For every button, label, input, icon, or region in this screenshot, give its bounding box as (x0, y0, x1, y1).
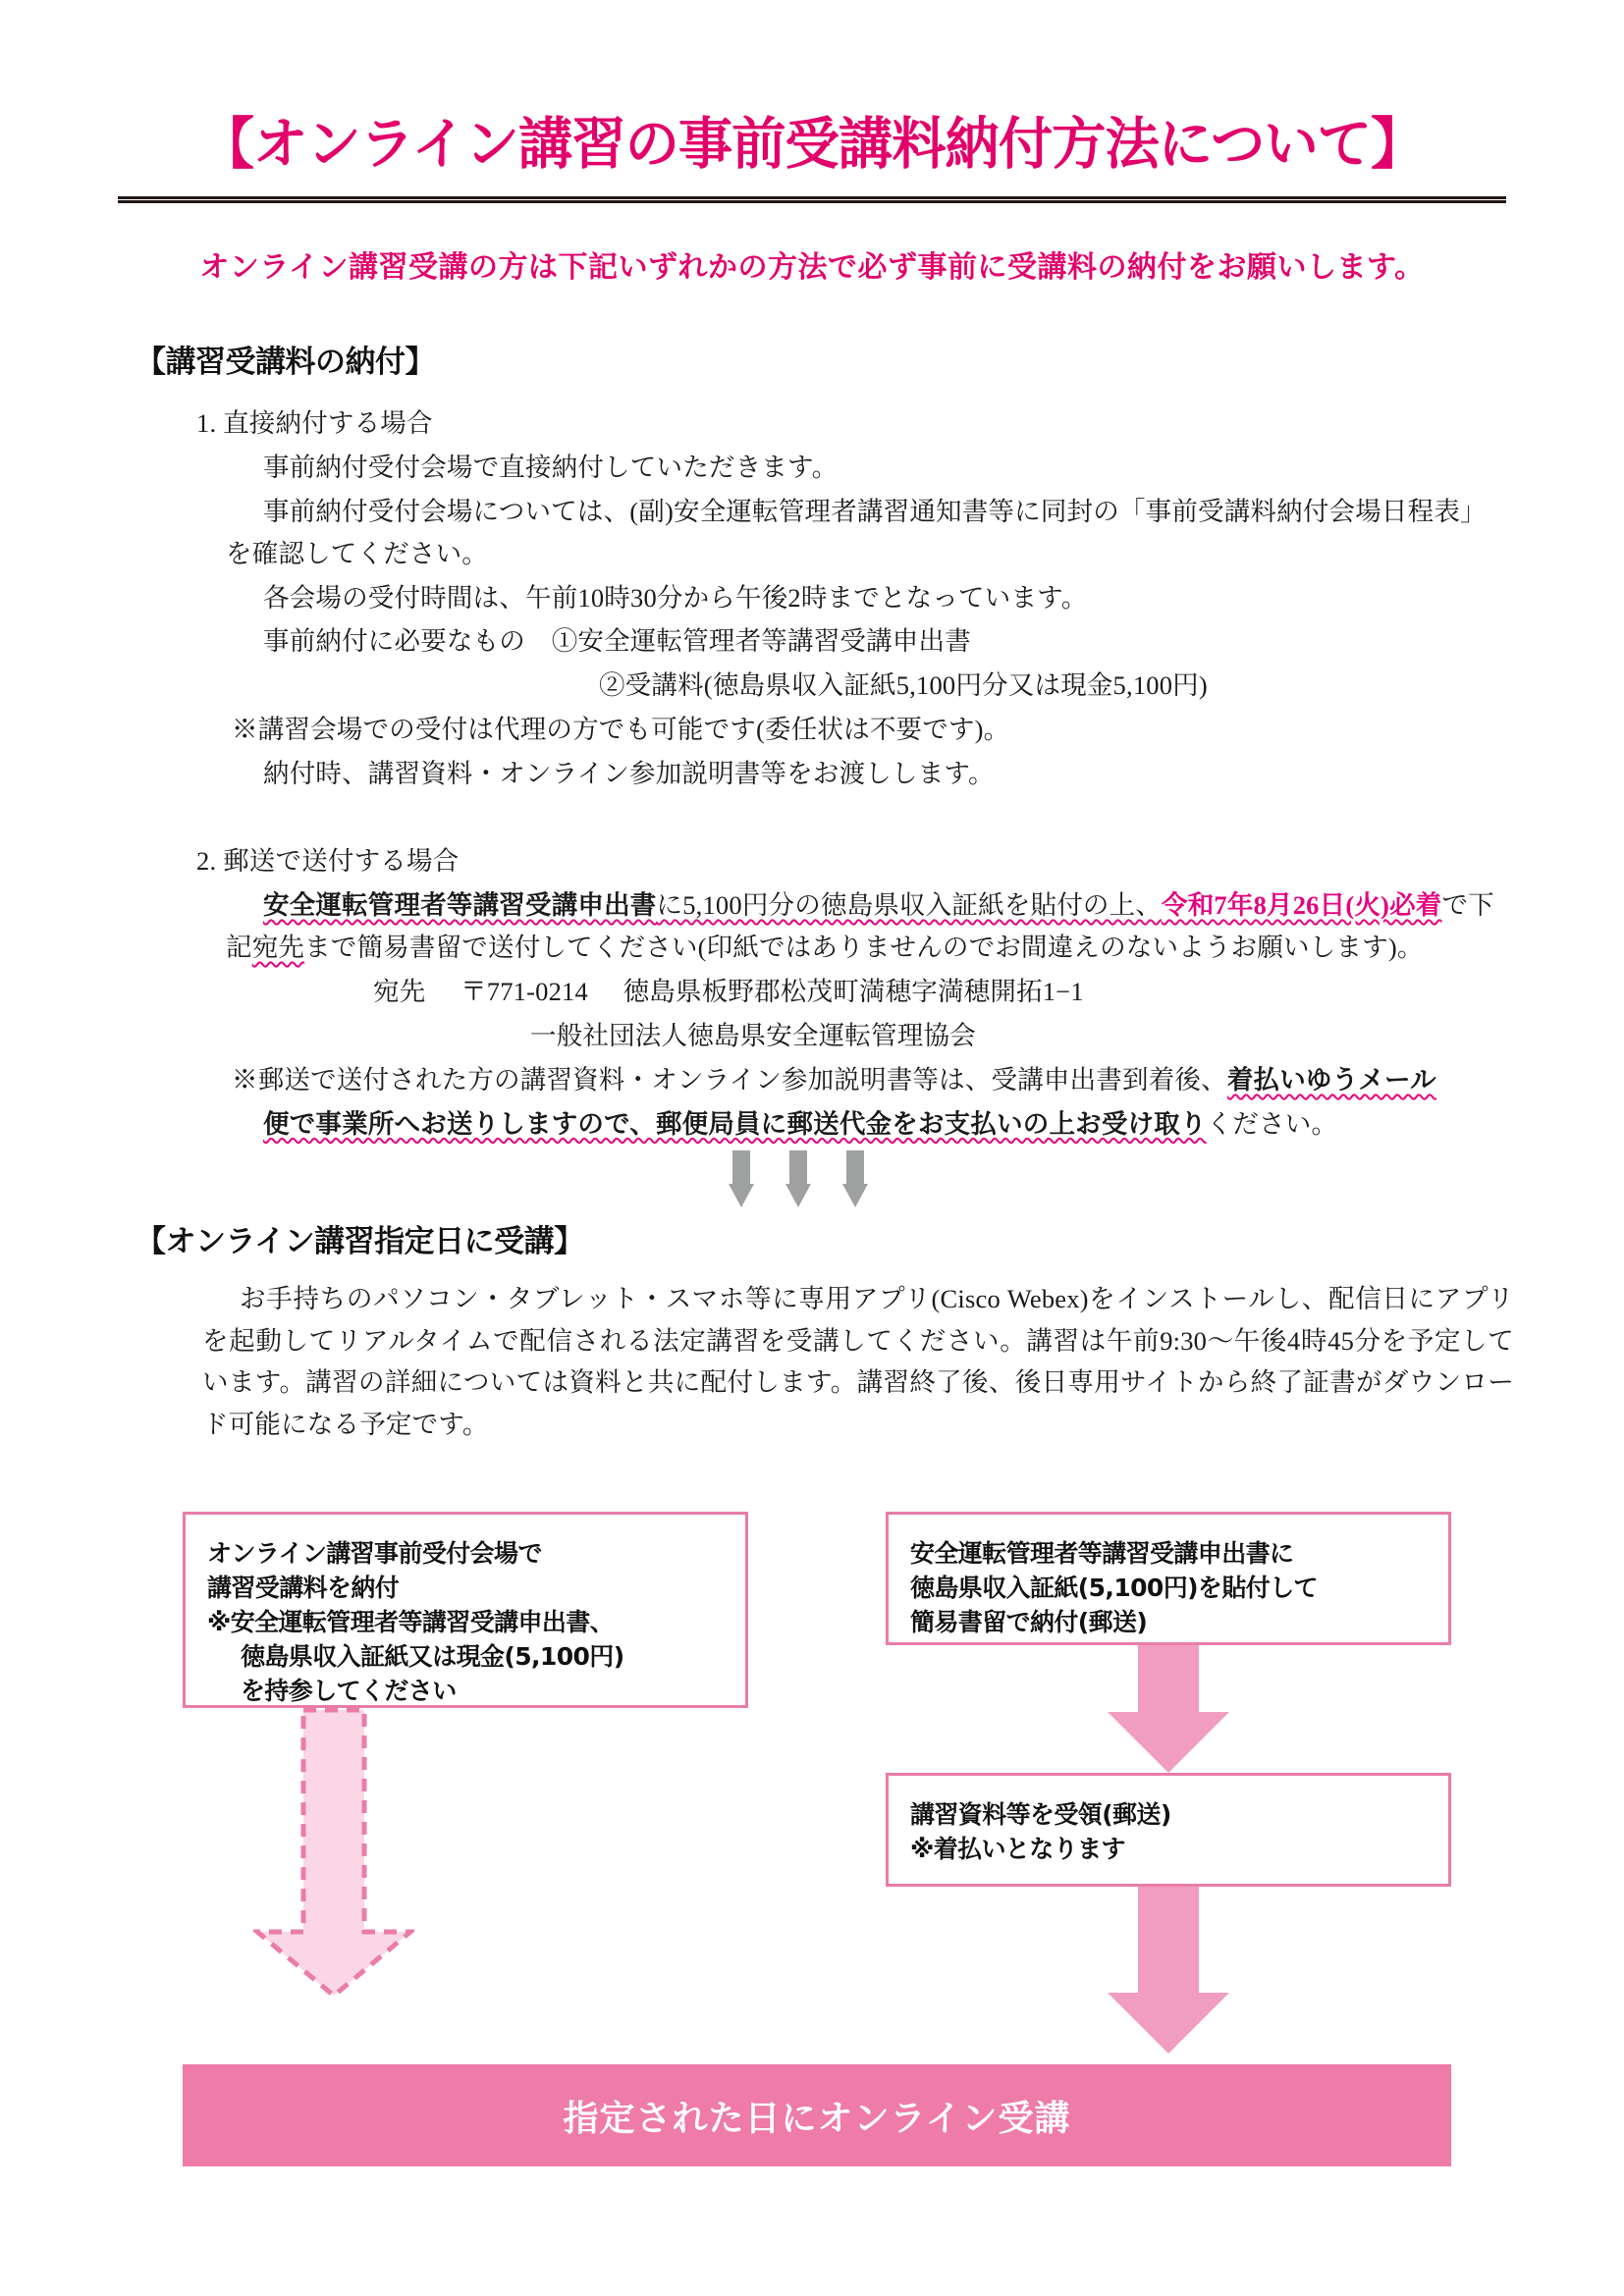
mail-text-c: まで簡易書留で送付してください(印紙ではありませんのでお間違えのないようお願いします)。 (304, 932, 1424, 962)
arrow-head (1108, 1993, 1229, 2054)
address-row (373, 971, 1624, 1013)
flow-box-mail (886, 1512, 1451, 1645)
arrow-head (842, 1184, 868, 1207)
arrow-shaft (789, 1150, 807, 1184)
gray-down-arrow-icon (785, 1150, 811, 1207)
flow-box-onsite (183, 1512, 748, 1708)
flow-box-onsite-line4: 徳島県収入証紙又は現金(5,100円) (241, 1642, 624, 1671)
flow-box-onsite-line1: オンライン講習事前受付会場で (207, 1539, 542, 1568)
flow-box-onsite-line5: を持参してください (241, 1677, 457, 1705)
list-item-2-number: 2. (196, 846, 217, 877)
fee-line-4: 事前納付に必要なもの ①安全運転管理者等講習受講申出書 (263, 626, 971, 657)
dashed-down-arrow-icon (253, 1708, 414, 1999)
flow-box-receive (886, 1773, 1451, 1887)
gray-down-arrow-icon (729, 1150, 754, 1207)
list-item-2-label: 郵送で送付する場合 (223, 846, 460, 877)
mail-note (232, 1059, 1516, 1101)
arrow-shaft (1138, 1645, 1199, 1712)
flow-banner-final: 指定された日にオンライン受講 (183, 2064, 1451, 2166)
arrow-shaft (1138, 1887, 1199, 1993)
fee-line-7: 納付時、講習資料・オンライン参加説明書等をお渡しします。 (263, 759, 995, 789)
fee-line-2: 事前納付受付会場については、(副)安全運転管理者講習通知書等に同封の「事前受講料納付会場日程表」を確認してください。 (226, 496, 1487, 568)
mail-text-a: に5,100円分の徳島県収入証紙を貼付の上、 (656, 890, 1163, 921)
list-item-1-label: 直接納付する場合 (223, 407, 433, 438)
list-item-1-title (196, 402, 1624, 445)
fee-line-5: ②受講料(徳島県収入証紙5,100円分又は現金5,100円) (599, 670, 1208, 701)
list-item-2-title (196, 840, 1624, 882)
mail-text-dest: 宛先 (251, 932, 305, 962)
flow-box-mail-line1: 安全運転管理者等講習受講申出書に (910, 1539, 1294, 1568)
fee-line-6: ※講習会場での受付は代理の方でも可能です(委任状は不要です)。 (232, 715, 1010, 745)
address-organization: 一般社団法人徳島県安全運転管理協会 (530, 1020, 976, 1050)
online-paragraph: お手持ちのパソコン・タブレット・スマホ等に専用アプリ(Cisco Webex)をインストールし、配信日にアプリを起動してリアルタイムで配信される法定講習を受講してください。講習は午前9:30〜午後4時45分を予定しています。講習の詳細については資料と共に配付します。講習終了後、後日専用サイトから終了証書がダウンロード可能になる予定です。 (202, 1283, 1514, 1440)
mail-note-a: ※郵送で送付された方の講習資料・オンライン参加説明書等は、受講申出書到着後、 (232, 1064, 1227, 1095)
flow-box-mail-line2: 徳島県収入証紙(5,100円)を貼付して (910, 1574, 1318, 1602)
pink-down-arrow-icon (1108, 1887, 1229, 2054)
mail-form-name: 安全運転管理者等講習受講申出書 (263, 890, 657, 921)
arrow-head (729, 1184, 754, 1207)
address-postal-code: 〒771-0214 (460, 976, 588, 1006)
mail-paragraph (226, 884, 1516, 969)
gray-down-arrow-icon (842, 1150, 868, 1207)
pink-down-arrow-icon (1108, 1645, 1229, 1773)
flow-box-mail-line3: 簡易書留で納付(郵送) (910, 1608, 1148, 1636)
flow-box-onsite-line3: ※安全運転管理者等講習受講申出書、 (207, 1608, 615, 1636)
mail-note-highlight: 着払いゆうメール (1226, 1064, 1436, 1095)
arrow-shaft (846, 1150, 864, 1184)
flow-box-onsite-line2: 講習受講料を納付 (207, 1574, 400, 1602)
arrow-head (785, 1184, 811, 1207)
title-divider (118, 196, 1506, 203)
gray-arrow-group (729, 1150, 868, 1207)
title-block (0, 0, 1624, 203)
arrow-shape (257, 1710, 410, 1996)
arrow-shaft (732, 1150, 750, 1184)
subtitle: オンライン講習受講の方は下記いずれかの方法で必ず事前に受講料の納付をお願いします。 (199, 250, 1425, 284)
fee-line-3: 各会場の受付時間は、午前10時30分から午後2時までとなっています。 (263, 582, 1088, 613)
mail-note-cont (263, 1103, 1516, 1146)
mail-note-c: 便で事業所へお送りしますので、郵便局員に郵送代金をお支払いの上お受け取り (263, 1108, 1207, 1139)
arrow-head (1108, 1712, 1229, 1773)
fee-line-1: 事前納付受付会場で直接納付していただきます。 (263, 452, 839, 482)
page-title: 【オンライン講習の事前受講料納付方法について】 (199, 112, 1425, 177)
mail-note-d: ください。 (1206, 1108, 1338, 1139)
mail-deadline: 令和7年8月26日(火)必着 (1162, 890, 1442, 921)
flow-box-receive-line1: 講習資料等を受領(郵送) (910, 1800, 1171, 1829)
address-label: 宛先 (373, 976, 426, 1006)
flow-box-receive-line2: ※着払いとなります (910, 1835, 1125, 1863)
list-item-1-number: 1. (196, 407, 217, 438)
mail-text-b: で下記 (226, 890, 1494, 962)
flowchart (0, 1512, 1624, 2120)
address-street: 徳島県板野郡松茂町満穂字満穂開拓1−1 (623, 976, 1084, 1006)
section-heading-online: 【オンライン講習指定日に受講】 (135, 1223, 584, 1259)
section-heading-fee: 【講習受講料の納付】 (135, 344, 435, 380)
